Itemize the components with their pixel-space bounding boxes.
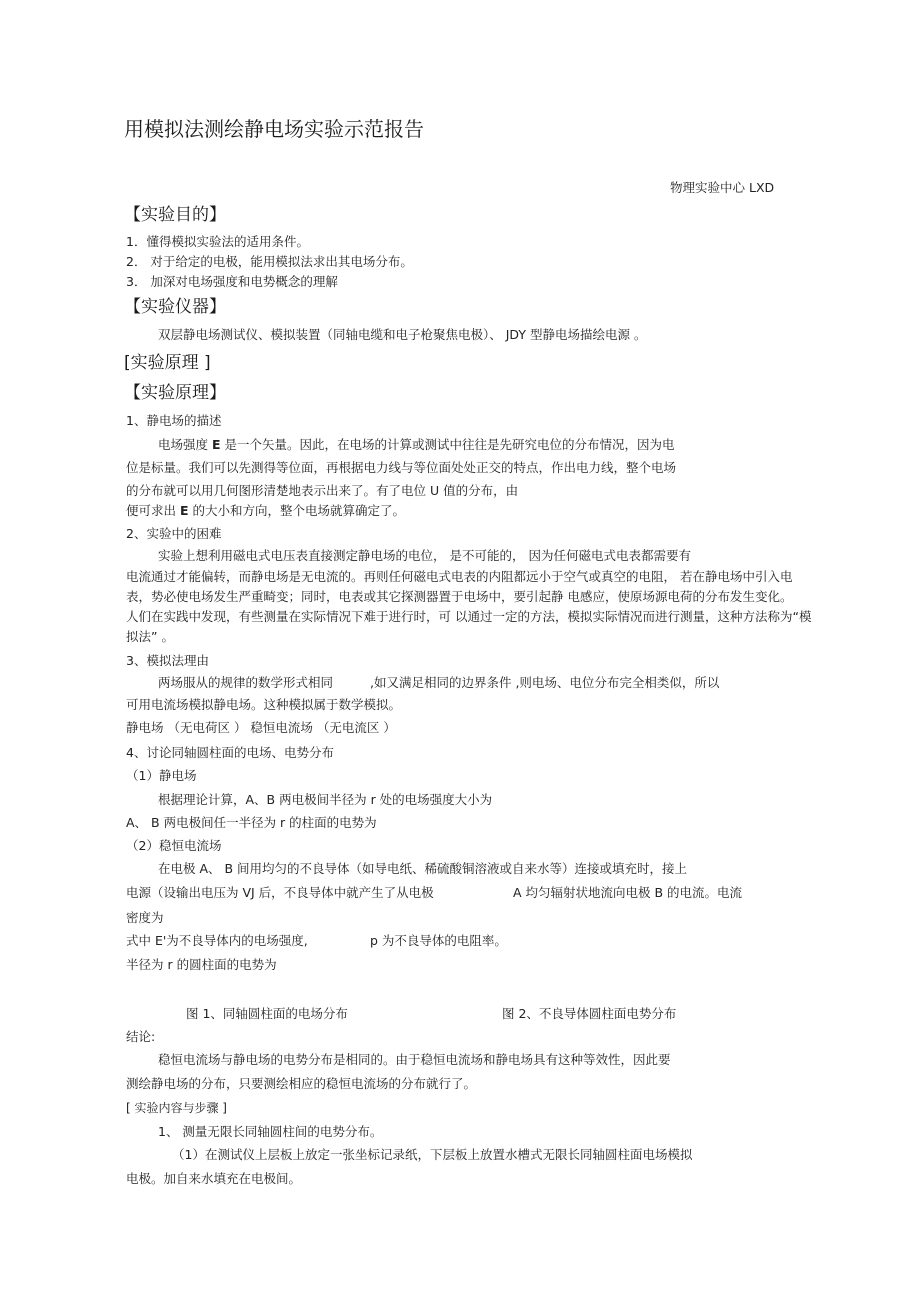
section-2-line-3: 表，势必使电场发生严重畸变；同时，电表或其它探测器置于电场中，要引起静 电感应，使原场源电荷的分布发生变化。: [126, 589, 793, 604]
vector-e-symbol: E: [211, 437, 221, 452]
section-2-line-2: 电流通过才能偏转，而静电场是无电流的。再则任何磁电式电表的内阻都远小于空气或真空的电阻， 若在静电场中引入电: [126, 569, 793, 584]
section-3-line-1a: 两场服从的规律的数学形式相同: [158, 675, 334, 690]
section-4-part-1: （1）静电场: [126, 768, 197, 783]
figure-1-caption: 图 1、同轴圆柱面的电场分布: [186, 1006, 348, 1021]
apparatus-heading: 【实验仪器】: [124, 297, 226, 317]
step-1-line-1: （1）在测试仪上层板上放定一张坐标记录纸，下层板上放置水槽式无限长同轴圆柱面电场模拟: [172, 1147, 693, 1162]
section-4-part-2-line-2b: A 均匀辐射状地流向电极 B 的电流。电流: [513, 885, 743, 900]
steps-heading: [ 实验内容与步骤 ]: [126, 1101, 227, 1115]
section-4-part-2-line-2a: 电源（设输出电压为 VJ 后，不良导体中就产生了从电极: [126, 885, 434, 900]
section-4-part-2-line-3: 密度为: [126, 910, 164, 925]
conclusion-line-1: 稳恒电流场与静电场的电势分布是相同的。由于稳恒电流场和静电场具有这种等效性，因此要: [158, 1052, 671, 1067]
purpose-item-3: 3． 加深对电场强度和电势概念的理解: [126, 274, 338, 289]
step-1-line-2: 电极。加自来水填充在电极间。: [126, 1171, 302, 1186]
text-fragment: 的大小和方向，整个电场就算确定了。: [188, 503, 406, 518]
text-fragment: 便可求出: [126, 503, 180, 518]
section-3-line-2: 可用电流场模拟静电场。这种模拟属于数学模拟。: [126, 697, 402, 712]
section-2-title: 2、实验中的困难: [126, 526, 222, 541]
section-1-line-2: 位是标量。我们可以先测得等位面，再根据电力线与等位面处处正交的特点，作出电力线，整个电场: [126, 460, 677, 475]
section-1-line-3: 的分布就可以用几何图形清楚地表示出来了。有了电位 U 值的分布，由: [126, 483, 519, 498]
author-line: 物理实验中心 LXD: [670, 180, 775, 195]
section-1-line-1: [158, 437, 675, 453]
conclusion-line-2: 测绘静电场的分布，只要测绘相应的稳恒电流场的分布就行了。: [126, 1076, 477, 1091]
section-2-line-5: 拟法” 。: [126, 629, 174, 644]
text-fragment: 电场强度: [158, 437, 212, 452]
text-fragment: 是一个矢量。因此，在电场的计算或测试中往往是先研究电位的分布情况，因为电: [220, 437, 675, 452]
section-4-part-2-line-4a: 式中 E'为不良导体内的电场强度,: [126, 933, 308, 948]
purpose-item-1: 1．懂得模拟实验法的适用条件。: [126, 234, 309, 249]
conclusion-title: 结论:: [126, 1029, 156, 1044]
section-4-part-2-line-4b: p 为不良导体的电阻率。: [370, 933, 507, 948]
apparatus-text: 双层静电场测试仪、模拟装置（同轴电缆和电子枪聚焦电极）、 JDY 型静电场描绘电源 。: [158, 327, 647, 342]
section-1-title: 1、静电场的描述: [126, 413, 222, 428]
vector-e-symbol: E: [179, 503, 189, 518]
purpose-heading: 【实验目的】: [124, 205, 226, 225]
section-3-line-3: 静电场 （无电荷区 ） 稳恒电流场 （无电流区 ）: [126, 720, 396, 735]
section-4-part-1-line-2: A、 B 两电极间任一半径为 r 的柱面的电势为: [126, 815, 377, 830]
section-4-title: 4、讨论同轴圆柱面的电场、电势分布: [126, 745, 334, 760]
purpose-item-2: 2． 对于给定的电极，能用模拟法求出其电场分布。: [126, 254, 413, 269]
section-2-line-1: 实验上想利用磁电式电压表直接测定静电场的电位， 是不可能的， 因为任何磁电式电表都需要有: [158, 548, 691, 563]
document-title: 用模拟法测绘静电场实验示范报告: [124, 117, 424, 141]
section-4-part-2-line-5: 半径为 r 的圆柱面的电势为: [126, 957, 277, 972]
principle-heading-a: [实验原理 ]: [124, 353, 211, 373]
section-1-line-4: [126, 503, 405, 519]
section-4-part-2: （2）稳恒电流场: [126, 838, 222, 853]
step-1-title: 1、 测量无限长同轴圆柱间的电势分布。: [158, 1124, 383, 1139]
section-3-title: 3、模拟法理由: [126, 653, 209, 668]
section-2-line-4: 人们在实践中发现，有些测量在实际情况下难于进行时，可 以通过一定的方法，模拟实际情况而进行测量，这种方法称为“模: [126, 609, 812, 624]
section-4-part-2-line-1: 在电极 A、 B 间用均匀的不良导体（如导电纸、稀硫酸铜溶液或自来水等）连接或填充时，接上: [158, 861, 688, 876]
figure-2-caption: 图 2、不良导体圆柱面电势分布: [502, 1006, 677, 1021]
section-4-part-1-line-1: 根据理论计算，A、B 两电极间半径为 r 处的电场强度大小为: [158, 792, 493, 807]
principle-heading-b: 【实验原理】: [124, 383, 226, 403]
section-3-line-1b: ,如又满足相同的边界条件 ,则电场、电位分布完全相类似，所以: [370, 675, 720, 690]
